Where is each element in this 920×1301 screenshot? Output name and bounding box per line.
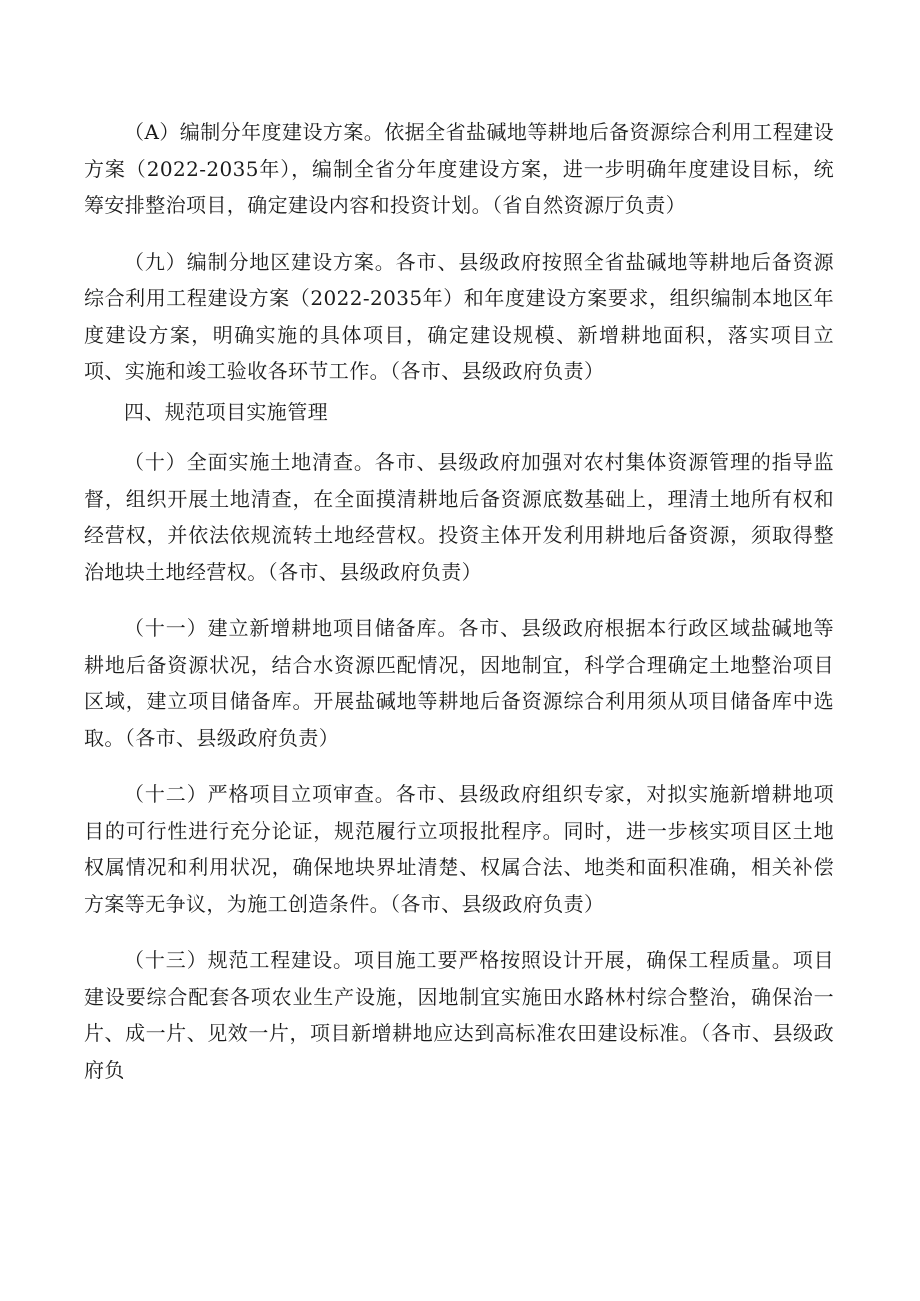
paragraph-gap: [84, 922, 834, 942]
paragraph-gap: [84, 430, 834, 444]
paragraph-8-annual-plan: （A）编制分年度建设方案。依据全省盐碱地等耕地后备资源综合利用工程建设方案（2022-2035年），编制全省分年度建设方案，进一步明确年度建设目标，统筹安排整治项目，确定建设内容和投资计划。（省自然资源厅负责）: [84, 120, 834, 217]
paragraph-gap: [84, 224, 834, 244]
paragraph-10-land-survey: （十）全面实施土地清查。各市、县级政府加强对农村集体资源管理的指导监督，组织开展土地清查，在全面摸清耕地后备资源底数基础上，理清土地所有权和经营权，并依法依规流转土地经营权。投资主体开发利用耕地后备资源，须取得整治地块土地经营权。（各市、县级政府负责）: [84, 450, 834, 584]
paragraph-gap: [84, 756, 834, 776]
paragraph-11-project-reserve: （十一）建立新增耕地项目储备库。各市、县级政府根据本行政区域盐碱地等耕地后备资源状况，结合水资源匹配情况，因地制宜，科学合理确定土地整治项目区域，建立项目储备库。开展盐碱地等耕地后备资源综合利用须从项目储备库中选取。（各市、县级政府负责）: [84, 616, 834, 750]
paragraph-9-regional-plan: （九）编制分地区建设方案。各市、县级政府按照全省盐碱地等耕地后备资源综合利用工程建设方案（2022-2035年）和年度建设方案要求，组织编制本地区年度建设方案，明确实施的具体项目，确定建设规模、新增耕地面积，落实项目立项、实施和竣工验收各环节工作。（各市、县级政府负责）: [84, 249, 834, 383]
paragraph-12-project-review: （十二）严格项目立项审查。各市、县级政府组织专家，对拟实施新增耕地项目的可行性进行充分论证，规范履行立项报批程序。同时，进一步核实项目区土地权属情况和利用状况，确保地块界址清楚、权属合法、地类和面积准确，相关补偿方案等无争议，为施工创造条件。（各市、县级政府负责）: [84, 782, 834, 916]
section-heading-4: 四、规范项目实施管理: [124, 399, 328, 424]
paragraph-gap: [84, 590, 834, 610]
paragraph-13-construction: （十三）规范工程建设。项目施工要严格按照设计开展，确保工程质量。项目建设要综合配套各项农业生产设施，因地制宜实施田水路林村综合整治，确保治一片、成一片、见效一片，项目新增耕地应达到高标准农田建设标准。（各市、县级政府负: [84, 948, 834, 1082]
